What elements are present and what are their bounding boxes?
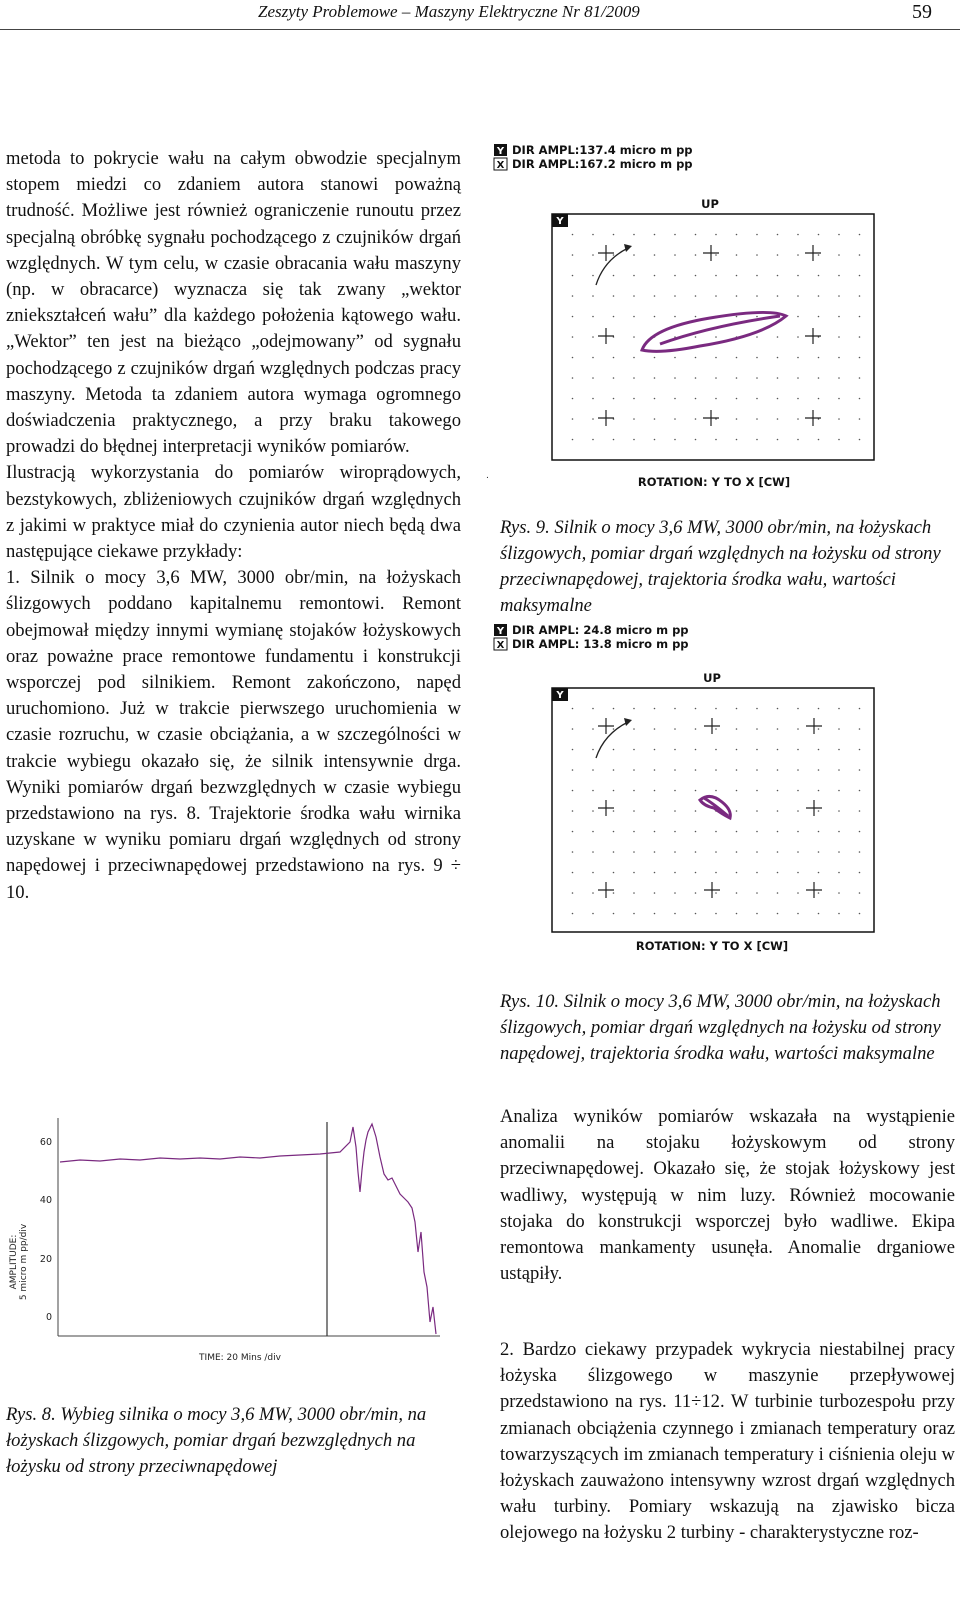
- fig9-dot: .: [486, 471, 489, 481]
- page-number: 59: [912, 1, 932, 23]
- fig9-orbit-trace: [642, 312, 786, 351]
- left-paragraph-2: Ilustracją wykorzystania do pomiarów wiroprądowych, bezstykowych, zbliżeniowych czujników drgań względnych z jakimi w praktyce miał do czynienia autor niech będą dwa następujące ciekawe przykłady:: [6, 462, 461, 563]
- fig9-up-label: UP: [701, 197, 719, 211]
- fig8-ytick-20: 20: [39, 1254, 52, 1265]
- fig9-legend-y: DIR AMPL:137.4 micro m pp: [512, 143, 693, 157]
- right-paragraph-1: Analiza wyników pomiarów wskazała na wystąpienie anomalii na stojaku łożyskowym od strony przeciwnapędowej. Okazało się, że stojak łożyskowy jest wadliwy, występują w nim luzy. Również mocowanie stojaka do konstrukcji wsporczej było wadliwe. Ekipa remontowa mankamenty usunęła. Anomalie drganiowe ustąpiły.: [500, 1106, 955, 1285]
- fig8-ylabel-line1: AMPLITUDE:: [9, 1234, 19, 1290]
- fig8-ytick-40: 40: [39, 1195, 52, 1206]
- right-paragraph-2: 2. Bardzo ciekawy przypadek wykrycia niestabilnej pracy łożyska ślizgowego w maszynie przepływowej przedstawiono na rys. 11÷12. W turbinie turbozespołu przy zmianach obciążenia czynnego i zmianach temperatury oraz towarzyszących im zmianach temperatury i ciśnienia oleju w łożyskach zauważono intensywny wzrost drgań względnych wału turbiny. Pomiary wskazują na zjawisko bicza olejowego na łożysku 2 turbiny - charakterystyczne roz-: [500, 1339, 955, 1544]
- fig10-up-label: UP: [703, 671, 721, 685]
- figure-9-orbit-plot: [486, 140, 960, 502]
- fig9-rotation-label: ROTATION: Y TO X [CW]: [637, 475, 791, 489]
- fig10-y-legend-icon: Y: [496, 626, 505, 637]
- fig10-legend-y: DIR AMPL: 24.8 micro m pp: [512, 623, 689, 637]
- figure-8-caption: Rys. 8. Wybieg silnika o mocy 3,6 MW, 3000 obr/min, na łożyskach ślizgowych, pomiar drgań bezwzględnych na łożysku od strony przeciwnapędowej: [6, 1404, 427, 1477]
- fig9-x-legend-icon: X: [496, 160, 505, 171]
- fig10-legend-x: DIR AMPL: 13.8 micro m pp: [512, 637, 689, 651]
- left-paragraph-1: metoda to pokrycie wału na całym obwodzie specjalnym stopem miedzi co zdaniem autora stanowi poważną trudność. Możliwe jest również ograniczenie runoutu przez specjalną obróbkę sygnału pochodzącego z czujników drgań względnych. W tym celu, w czasie obracania wału maszyny (np. w obracarce) wyznacza się tak zwany „wektor zniekształceń wału” dla każdego położenia kątowego wału. „Wektor” ten jest na bieżąco „odejmowany” od sygnału pochodzącego z czujników drgań względnych podczas pracy maszyny. Metoda ta zdaniem autora wymaga ogromnego doświadczenia praktycznego, a przy braku takowego prowadzi do błędnej interpretacji wyników pomiarów.: [6, 148, 461, 458]
- fig10-y-axis-icon: Y: [556, 690, 564, 701]
- figure-9-caption: Rys. 9. Silnik o mocy 3,6 MW, 3000 obr/min, na łożyskach ślizgowych, pomiar drgań względnych na łożysku od strony przeciwnapędowej, trajektoria środka wału, wartości maksymalne: [500, 517, 941, 616]
- page-header: [0, 0, 960, 30]
- fig8-ytick-60: 60: [39, 1137, 52, 1148]
- header-divider: [0, 29, 960, 30]
- fig8-ytick-0: 0: [45, 1312, 52, 1323]
- fig9-y-axis-icon: Y: [556, 216, 564, 227]
- fig9-crosshairs: [598, 245, 821, 426]
- fig10-x-legend-icon: X: [496, 640, 505, 651]
- figure-8-coastdown-plot: [0, 1112, 460, 1394]
- left-paragraph-3: 1. Silnik o mocy 3,6 MW, 3000 obr/min, na łożyskach ślizgowych poddano kapitalnemu remontowi. Remont obejmował między innymi wymianę stojaków łożyskowych oraz poważne prace remontowe fundamentu i konstrukcji wsporczej pod silnikiem. Remont zakończono, napęd uruchomiono. Już w trakcie pierwszego uruchomienia w czasie rozruchu, w czasie obciążania, a w szczególności w trakcie wybiegu okazało się, że silnik intensywnie drga. Wyniki pomiarów drgań bezwzględnych w czasie wybiegu przedstawiono na rys. 8. Trajektorie środka wału wirnika uzyskane w wyniku pomiaru drgań względnych od strony napędowej i przeciwnapędowej przedstawiono na rys. 9 ÷ 10.: [6, 567, 461, 903]
- fig10-orbit-trace: [700, 796, 730, 818]
- fig9-y-legend-icon: Y: [496, 146, 505, 157]
- left-column: [6, 146, 461, 906]
- figure-10-orbit-plot: [496, 622, 960, 980]
- fig9-grid-dots: [572, 234, 861, 441]
- fig8-ylabel-line2: 5 micro m pp/div: [19, 1223, 29, 1301]
- fig9-legend-x: DIR AMPL:167.2 micro m pp: [512, 157, 693, 171]
- figure-10-caption: Rys. 10. Silnik o mocy 3,6 MW, 3000 obr/min, na łożyskach ślizgowych, pomiar drgań względnych na łożysku od strony napędowej, trajektoria środka wału, wartości maksymalne: [500, 991, 941, 1064]
- fig10-rotation-label: ROTATION: Y TO X [CW]: [635, 939, 789, 953]
- fig8-xlabel: TIME: 20 Mins /div: [199, 1353, 281, 1363]
- journal-title: Zeszyty Problemowe – Maszyny Elektryczne Nr 81/2009: [258, 2, 640, 21]
